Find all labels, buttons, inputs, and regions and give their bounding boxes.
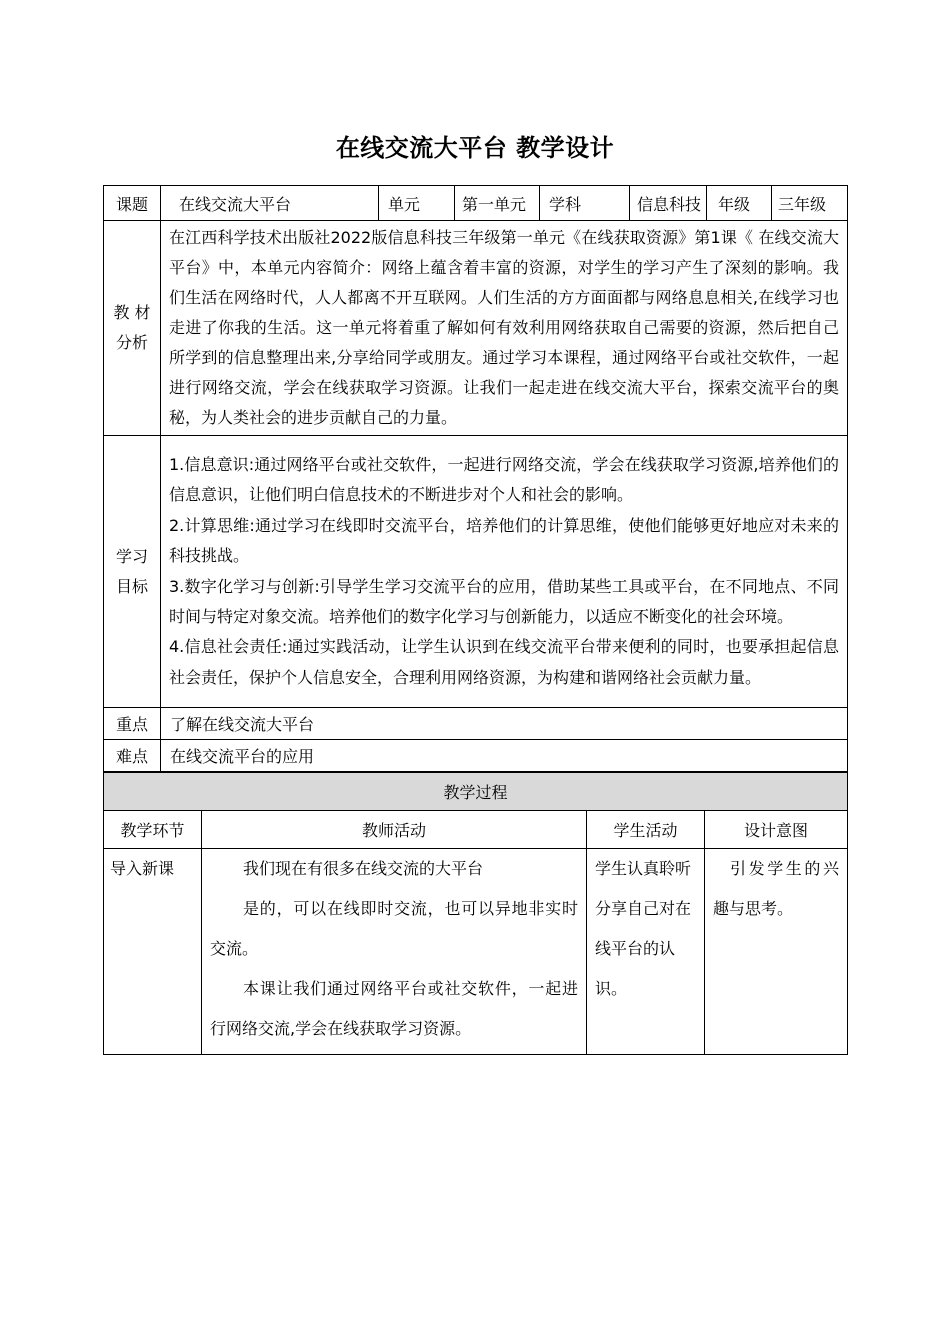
info-row xyxy=(104,186,848,221)
teacher-activity-cell xyxy=(202,849,587,1055)
col-student-header: 学生活动 xyxy=(587,811,705,849)
course-info-table xyxy=(103,185,848,772)
goals-list xyxy=(161,436,848,708)
teacher-activity-line: 是的，可以在线即时交流，也可以异地非实时交流。 xyxy=(210,899,578,958)
col-intent-header: 设计意图 xyxy=(705,811,848,849)
teacher-activity-line: 本课让我们通过网络平台或社交软件，一起进行网络交流,学会在线获取学习资源。 xyxy=(210,979,578,1038)
goal-item: 4.信息社会责任:通过实践活动，让学生认识到在线交流平台带来便利的同时，也要承担起信息社会责任，保护个人信息安全，合理利用网络资源，为构建和谐网络社会贡献力量。 xyxy=(169,637,839,687)
col-teacher-header: 教师活动 xyxy=(202,811,587,849)
goals-row xyxy=(104,436,848,708)
subject-label: 学科 xyxy=(540,186,630,221)
process-header-row xyxy=(104,811,848,849)
document-title: 在线交流大平台 教学设计 xyxy=(335,134,615,162)
goal-item: 2.计算思维:通过学习在线即时交流平台，培养他们的计算思维，使他们能够更好地应对未来的科技挑战。 xyxy=(169,515,839,566)
student-activity-cell: 学生认真聆听分享自己对在线平台的认识。 xyxy=(587,849,705,1055)
process-row xyxy=(104,849,848,1055)
subject-value: 信息科技 xyxy=(630,186,707,221)
unit-value: 第一单元 xyxy=(455,186,540,221)
difficulty-row xyxy=(104,740,848,772)
goal-item: 3.数字化学习与创新:引导学生学习交流平台的应用，借助某些工具或平台，在不同地点、不同时间与特定对象交流。培养他们的数字化学习与创新能力，以适应不断变化的社会环境。 xyxy=(169,576,839,626)
grade-value: 三年级 xyxy=(772,186,848,221)
topic-value: 在线交流大平台 xyxy=(161,186,379,221)
key-point-label: 重点 xyxy=(104,708,161,740)
goals-label: 学习 目标 xyxy=(104,436,161,708)
col-stage-header: 教学环节 xyxy=(104,811,202,849)
analysis-label: 教 材 分析 xyxy=(104,221,161,436)
teacher-activity-line: 我们现在有很多在线交流的大平台 xyxy=(243,859,484,878)
difficulty-label: 难点 xyxy=(104,740,161,772)
topic-label: 课题 xyxy=(104,186,161,221)
goal-item: 1.信息意识:通过网络平台或社交软件，一起进行网络交流，学会在线获取学习资源,培养他们的信息意识，让他们明白信息技术的不断进步对个人和社会的影响。 xyxy=(169,454,839,505)
process-heading-row xyxy=(104,773,848,811)
unit-label: 单元 xyxy=(379,186,455,221)
analysis-text: 在江西科学技术出版社2022版信息科技三年级第一单元《在线获取资源》第1课《 在线交流大平台》中，本单元内容简介：网络上蕴含着丰富的资源，对学生的学习产生了深刻的影响。我们生活在网络时代，人人都离不开互联网。人们生活的方方面面都与网络息息相关,在线学习也走进了你我的生活。这一单元将着重了解如何有效利用网络获取自己需要的资源，然后把自己所学到的信息整理出来,分享给同学或朋友。通过学习本课程，通过网络平台或社交软件，一起进行网络交流，学会在线获取学习资源。让我们一起走进在线交流大平台，探索交流平台的奥秘，为人类社会的进步贡献自己的力量。 xyxy=(161,221,848,436)
key-point-row xyxy=(104,708,848,740)
grade-label: 年级 xyxy=(707,186,772,221)
key-point-value: 了解在线交流大平台 xyxy=(161,708,848,740)
difficulty-value: 在线交流平台的应用 xyxy=(161,740,848,772)
stage-cell: 导入新课 xyxy=(104,849,202,1055)
design-intent-cell: 引发学生的兴趣与思考。 xyxy=(705,849,848,1055)
process-heading: 教学过程 xyxy=(104,773,848,811)
teaching-process-table xyxy=(103,772,848,1055)
analysis-row xyxy=(104,221,848,436)
